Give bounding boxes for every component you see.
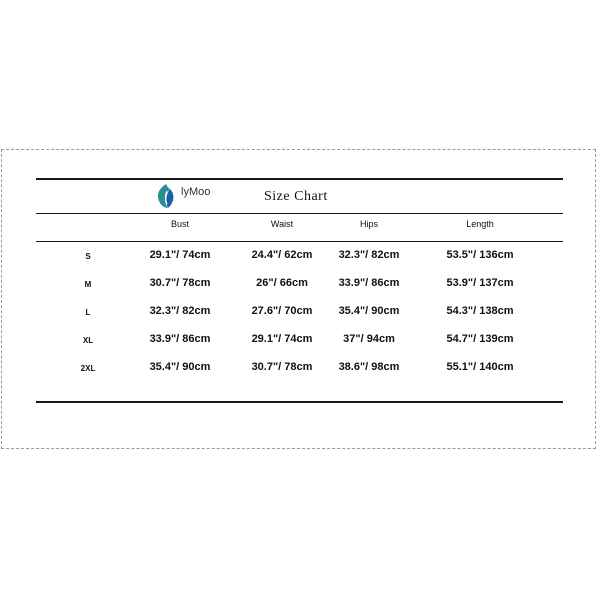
- leaf-logo-icon: [155, 183, 177, 209]
- column-header-waist: Waist: [270, 219, 294, 229]
- size-label: 2XL: [80, 364, 96, 373]
- chart-title: Size Chart: [264, 189, 328, 204]
- table-cell: 29.1"/ 74cm: [251, 333, 313, 345]
- size-label: L: [85, 308, 91, 317]
- size-label: S: [85, 252, 91, 261]
- column-header-bust: Bust: [170, 219, 190, 229]
- table-cell: 54.3"/ 138cm: [446, 305, 514, 317]
- table-cell: 33.9"/ 86cm: [338, 277, 400, 289]
- top-rule: [36, 178, 563, 180]
- table-cell: 33.9"/ 86cm: [149, 333, 211, 345]
- table-cell: 27.6"/ 70cm: [251, 305, 313, 317]
- column-header-hips: Hips: [359, 219, 379, 229]
- table-cell: 38.6"/ 98cm: [338, 361, 400, 373]
- table-cell: 55.1"/ 140cm: [446, 361, 514, 373]
- brand-logo: [155, 182, 210, 210]
- table-cell: 35.4"/ 90cm: [338, 305, 400, 317]
- table-cell: 53.5"/ 136cm: [446, 249, 514, 261]
- size-label: M: [84, 280, 92, 289]
- brand-name: lyMoo: [181, 186, 211, 198]
- size-label: XL: [82, 336, 94, 345]
- table-cell: 29.1"/ 74cm: [149, 249, 211, 261]
- table-cell: 30.7"/ 78cm: [251, 361, 313, 373]
- table-cell: 24.4"/ 62cm: [251, 249, 313, 261]
- table-cell: 26"/ 66cm: [256, 277, 308, 289]
- table-cell: 32.3"/ 82cm: [149, 305, 211, 317]
- bottom-rule: [36, 401, 563, 403]
- table-cell: 32.3"/ 82cm: [338, 249, 400, 261]
- table-cell: 53.9"/ 137cm: [446, 277, 514, 289]
- table-cell: 35.4"/ 90cm: [149, 361, 211, 373]
- title-rule: [36, 213, 563, 214]
- header-rule: [36, 241, 563, 242]
- table-cell: 37"/ 94cm: [343, 333, 395, 345]
- column-header-length: Length: [466, 219, 494, 229]
- table-cell: 30.7"/ 78cm: [149, 277, 211, 289]
- table-cell: 54.7"/ 139cm: [446, 333, 514, 345]
